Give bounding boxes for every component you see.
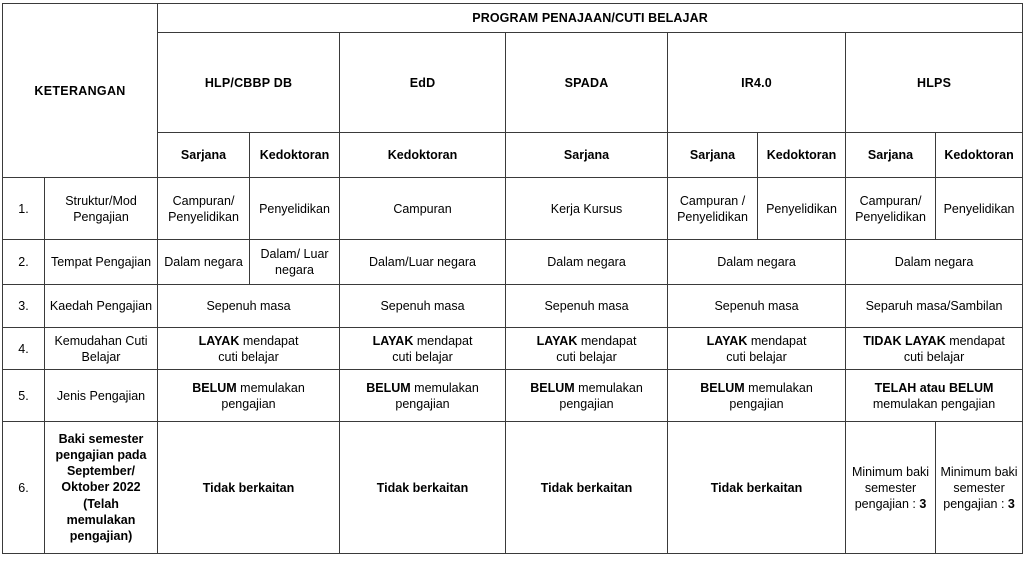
cell-r1-spada: Kerja Kursus — [506, 178, 668, 240]
cell-r5-edd-strong: BELUM — [366, 380, 411, 395]
table-row — [3, 285, 1023, 328]
row-number: 4. — [3, 328, 45, 370]
table-header-title-row — [3, 4, 1023, 33]
cell-r5-spada — [506, 370, 668, 422]
row-label: Kaedah Pengajian — [45, 285, 158, 328]
row-number: 5. — [3, 370, 45, 422]
cell-r5-ir40-line2: pengajian — [729, 396, 784, 411]
cell-r5-ir40 — [668, 370, 846, 422]
cell-r6-hlps-sarjana — [846, 422, 936, 554]
level-hlp-kedoktoran: Kedoktoran — [250, 133, 340, 178]
cell-r5-ir40-rest: memulakan — [744, 380, 813, 395]
table-row — [3, 370, 1023, 422]
cell-r1-hlp-sarjana: Campuran/ Penyelidikan — [158, 178, 250, 240]
row-number: 3. — [3, 285, 45, 328]
row-number: 6. — [3, 422, 45, 554]
level-hlps-sarjana: Sarjana — [846, 133, 936, 178]
cell-r4-edd-line2: cuti belajar — [392, 349, 453, 364]
cell-r2-hlps: Dalam negara — [846, 240, 1023, 285]
cell-r6-edd: Tidak berkaitan — [340, 422, 506, 554]
row-number: 2. — [3, 240, 45, 285]
table-row — [3, 422, 1023, 554]
cell-r2-ir40: Dalam negara — [668, 240, 846, 285]
cell-r5-spada-strong: BELUM — [530, 380, 575, 395]
cell-r1-ir40-kedoktoran: Penyelidikan — [758, 178, 846, 240]
cell-r4-ir40-rest: mendapat — [747, 333, 807, 348]
cell-r5-hlp — [158, 370, 340, 422]
cell-r4-spada — [506, 328, 668, 370]
cell-r4-hlp-rest: mendapat — [239, 333, 299, 348]
program-header-ir40: IR4.0 — [668, 33, 846, 133]
cell-r6-hlps-kedoktoran — [936, 422, 1023, 554]
cell-r6-spada: Tidak berkaitan — [506, 422, 668, 554]
program-header-edd: EdD — [340, 33, 506, 133]
cell-r4-ir40-strong: LAYAK — [706, 333, 748, 348]
cell-r4-hlp — [158, 328, 340, 370]
cell-r5-hlp-strong: BELUM — [192, 380, 237, 395]
cell-r4-spada-strong: LAYAK — [536, 333, 578, 348]
row-label: Baki semester pengajian pada September/ Oktober 2022 (Telah memulakan pengajian) — [45, 422, 158, 554]
cell-r2-spada: Dalam negara — [506, 240, 668, 285]
cell-r2-edd: Dalam/Luar negara — [340, 240, 506, 285]
cell-r5-spada-line2: pengajian — [559, 396, 614, 411]
cell-r4-edd-strong: LAYAK — [372, 333, 414, 348]
cell-r4-hlps-strong: TIDAK LAYAK — [863, 333, 946, 348]
cell-r5-hlps — [846, 370, 1023, 422]
cell-r5-hlps-line2: memulakan pengajian — [872, 396, 996, 411]
program-header-hlps: HLPS — [846, 33, 1023, 133]
level-ir40-kedoktoran: Kedoktoran — [758, 133, 846, 178]
cell-r4-hlps — [846, 328, 1023, 370]
cell-r3-edd: Sepenuh masa — [340, 285, 506, 328]
cell-r2-hlp-sarjana: Dalam negara — [158, 240, 250, 285]
cell-r5-edd — [340, 370, 506, 422]
cell-r5-edd-line2: pengajian — [395, 396, 450, 411]
cell-r5-edd-rest: memulakan — [410, 380, 479, 395]
cell-r6-ir40: Tidak berkaitan — [668, 422, 846, 554]
table-row — [3, 328, 1023, 370]
cell-r6-hlps-sarjana-text: Minimum baki semester pengajian : — [851, 464, 930, 511]
row-label: Jenis Pengajian — [45, 370, 158, 422]
cell-r5-ir40-strong: BELUM — [700, 380, 745, 395]
cell-r1-ir40-sarjana: Campuran / Penyelidikan — [668, 178, 758, 240]
table-row — [3, 240, 1023, 285]
row-label: Kemudahan Cuti Belajar — [45, 328, 158, 370]
cell-r3-hlps: Separuh masa/Sambilan — [846, 285, 1023, 328]
cell-r3-spada: Sepenuh masa — [506, 285, 668, 328]
row-number: 1. — [3, 178, 45, 240]
level-edd-kedoktoran: Kedoktoran — [340, 133, 506, 178]
program-comparison-table — [2, 3, 1023, 554]
cell-r4-ir40-line2: cuti belajar — [726, 349, 787, 364]
level-hlp-sarjana: Sarjana — [158, 133, 250, 178]
cell-r6-hlps-kedoktoran-text: Minimum baki semester pengajian : — [940, 464, 1018, 511]
cell-r5-hlps-strong: TELAH atau BELUM — [874, 380, 994, 395]
level-spada-sarjana: Sarjana — [506, 133, 668, 178]
cell-r6-hlps-sarjana-value: 3 — [919, 496, 927, 511]
cell-r2-hlp-kedoktoran: Dalam/ Luar negara — [250, 240, 340, 285]
program-title-cell: PROGRAM PENAJAAN/CUTI BELAJAR — [158, 4, 1023, 33]
row-label: Tempat Pengajian — [45, 240, 158, 285]
cell-r4-edd-rest: mendapat — [413, 333, 473, 348]
cell-r3-hlp: Sepenuh masa — [158, 285, 340, 328]
table-sheet — [0, 3, 1024, 562]
cell-r4-hlp-line2: cuti belajar — [218, 349, 279, 364]
cell-r6-hlp: Tidak berkaitan — [158, 422, 340, 554]
cell-r4-edd — [340, 328, 506, 370]
cell-r5-hlp-rest: memulakan — [236, 380, 305, 395]
cell-r4-hlps-line2: cuti belajar — [903, 349, 965, 364]
cell-r4-hlps-rest: mendapat — [945, 333, 1005, 348]
level-hlps-kedoktoran: Kedoktoran — [936, 133, 1023, 178]
program-header-spada: SPADA — [506, 33, 668, 133]
cell-r1-hlps-kedoktoran: Penyelidikan — [936, 178, 1023, 240]
level-ir40-sarjana: Sarjana — [668, 133, 758, 178]
table-row — [3, 178, 1023, 240]
cell-r1-hlps-sarjana: Campuran/ Penyelidikan — [846, 178, 936, 240]
program-header-hlp: HLP/CBBP DB — [158, 33, 340, 133]
cell-r1-hlp-kedoktoran: Penyelidikan — [250, 178, 340, 240]
cell-r1-edd: Campuran — [340, 178, 506, 240]
cell-r3-ir40: Sepenuh masa — [668, 285, 846, 328]
cell-r5-hlp-line2: pengajian — [221, 396, 276, 411]
cell-r4-spada-line2: cuti belajar — [556, 349, 617, 364]
cell-r4-spada-rest: mendapat — [577, 333, 637, 348]
keterangan-header-cell: KETERANGAN — [3, 4, 158, 178]
cell-r4-hlp-strong: LAYAK — [198, 333, 240, 348]
cell-r5-spada-rest: memulakan — [574, 380, 643, 395]
cell-r6-hlps-kedoktoran-value: 3 — [1007, 496, 1015, 511]
row-label: Struktur/Mod Pengajian — [45, 178, 158, 240]
cell-r4-ir40 — [668, 328, 846, 370]
